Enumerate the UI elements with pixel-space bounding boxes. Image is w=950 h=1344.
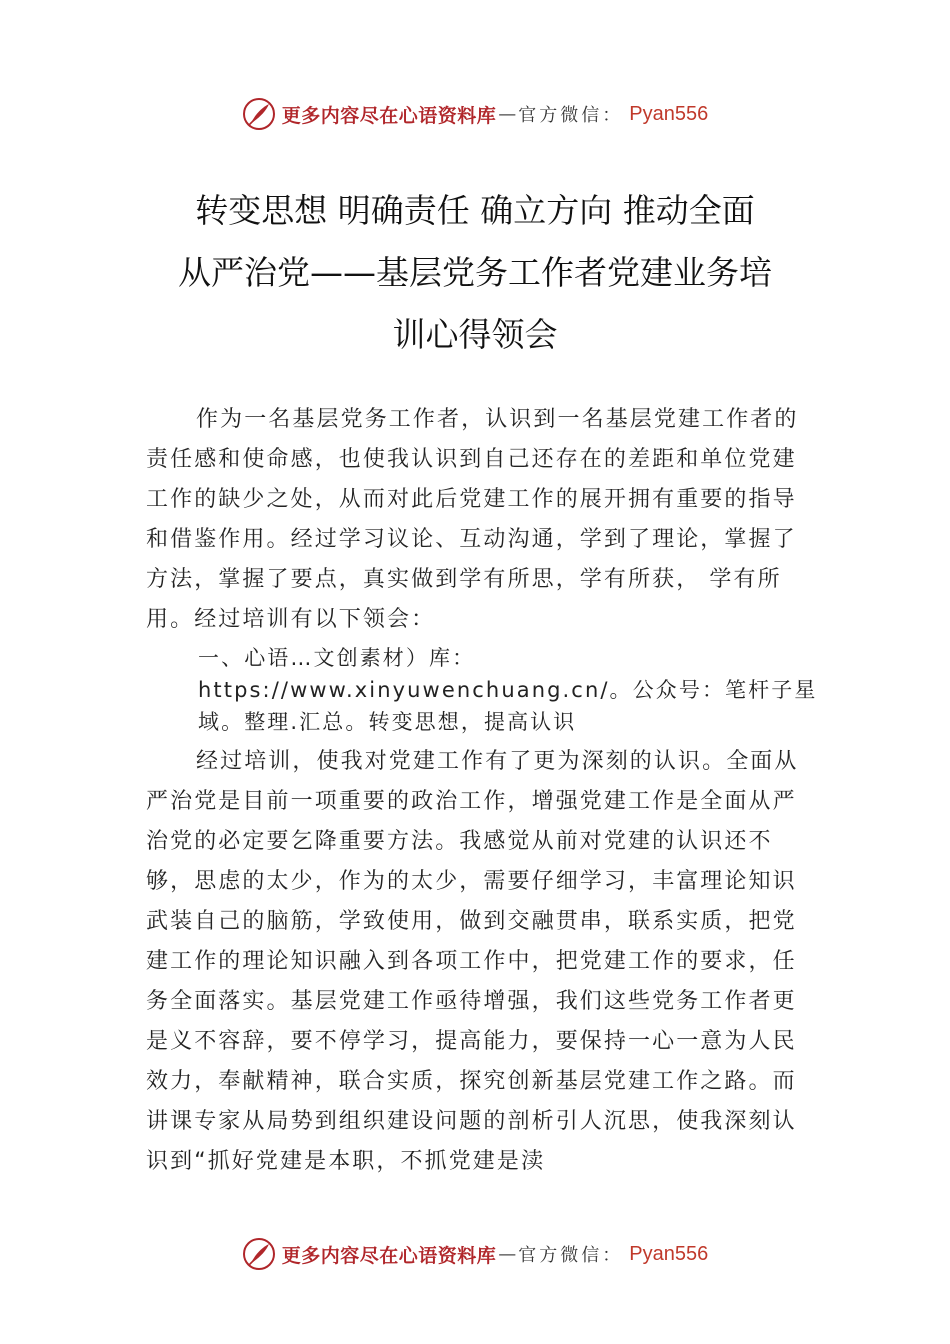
title-line-1: 转变思想 明确责任 确立方向 推动全面 — [195, 191, 755, 230]
footer-banner — [0, 1234, 950, 1274]
section-heading-1: 一、心语…文创素材）库：https://www.xinyuwenchuang.cn/。公众号：笔杆子星域。整理.汇总。转变思想，提高认识 — [198, 646, 818, 734]
banner-wechat-handle: Pyan556 — [629, 1242, 709, 1265]
feather-pen-icon — [242, 1237, 276, 1271]
feather-pen-icon — [242, 97, 276, 131]
body-paragraph-2: 经过培训，使我对党建工作有了更为深刻的认识。全面从严治党是目前一项重要的政治工作，增强党建工作是全面从严治党的必定要乞降重要方法。我感觉从前对党建的认识还不够，思虑的太少，作为的太少，需要仔细学习，丰富理论知识武装自己的脑筋，学致使用，做到交融贯串，联系实质，把党建工作的理论知识融入到各项工作中，把党建工作的要求，任务全面落实。基层党建工作亟待增强，我们这些党务工作者更是义不容辞，要不停学习，提高能力，要保持一心一意为人民效力，奉献精神，联合实质，探究创新基层党建工作之路。而讲课专家从局势到组织建设问题的剖析引人沉思，使我深刻认识到“抓好党建是本职，不抓党建是渎 — [146, 749, 799, 1174]
title-line-3: 训心得领会 — [392, 315, 558, 354]
title-line-2: 从严治党——基层党务工作者党建业务培 — [178, 253, 772, 292]
header-banner — [0, 94, 950, 134]
body-paragraph-1: 作为一名基层党务工作者，认识到一名基层党建工作者的责任感和使命感，也使我认识到自己还存在的差距和单位党建工作的缺少之处，从而对此后党建工作的展开拥有重要的指导和借鉴作用。经过学习议论、互动沟通，学到了理论，掌握了方法，掌握了要点，真实做到学有所思，学有所获， 学有所用。经过培训有以下领会： — [146, 407, 799, 632]
banner-wechat-label: 官方微信： — [518, 1245, 624, 1266]
banner-brand: 更多内容尽在心语资料库 — [281, 1244, 497, 1267]
document-title — [140, 180, 810, 366]
banner-brand: 更多内容尽在心语资料库 — [281, 104, 497, 127]
banner-dash: — — [498, 103, 517, 125]
banner-dash: — — [498, 1243, 517, 1265]
banner-wechat-handle: Pyan556 — [629, 102, 709, 125]
banner-wechat-label: 官方微信： — [518, 105, 624, 126]
